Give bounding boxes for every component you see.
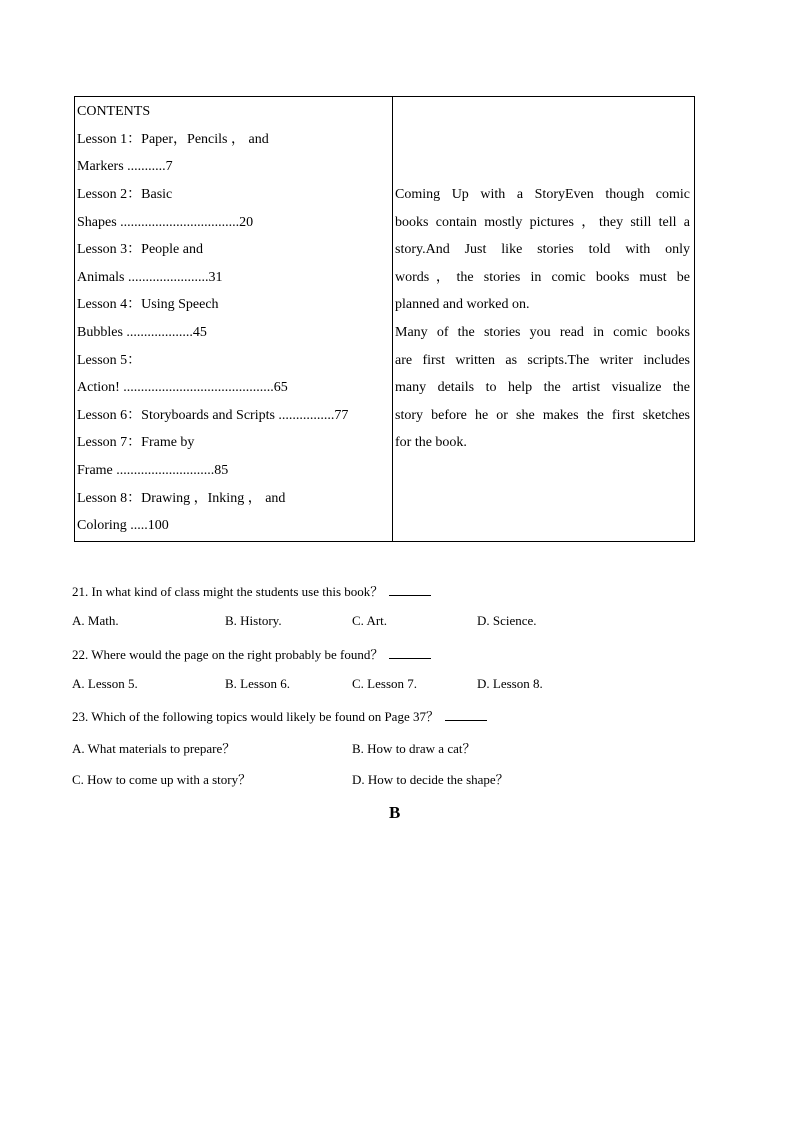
question-23 (72, 706, 487, 725)
question-21-stem: 21. In what kind of class might the students use this book？ (72, 584, 384, 599)
lesson-1-line2: Markers ...........7 (77, 159, 173, 175)
answer-blank-23[interactable] (445, 708, 487, 721)
lesson-8-line1: Lesson 8：Drawing ，Inking ， and (77, 490, 286, 506)
lesson-2-line1: Lesson 2：Basic (77, 187, 173, 203)
answer-blank-22[interactable] (389, 646, 431, 659)
lesson-7-line1: Lesson 7：Frame by (77, 435, 195, 451)
lesson-8-line2: Coloring .....100 (77, 518, 169, 534)
passage-line: story.And Just like stories told with only (395, 242, 690, 258)
q22-option-d: D. Lesson 8. (477, 676, 543, 691)
section-label: B (389, 803, 401, 822)
q21-option-b: B. History. (225, 613, 282, 628)
question-21 (72, 581, 431, 600)
contents-cell (75, 97, 393, 542)
contents-table (74, 96, 695, 542)
lesson-5-line2: Action! ...........................................65 (77, 380, 288, 396)
passage-line: books contain mostly pictures ，they still tell a (395, 214, 690, 230)
lesson-4-line2: Bubbles ...................45 (77, 325, 207, 340)
question-22 (72, 644, 431, 663)
answer-blank-21[interactable] (389, 583, 431, 596)
passage-cell (393, 97, 695, 542)
q23-option-c: C. How to come up with a story？ (72, 772, 252, 787)
lesson-3-line2: Animals .......................31 (77, 269, 223, 285)
contents-heading: CONTENTS (77, 104, 151, 120)
passage-line: planned and worked on. (395, 297, 530, 313)
q22-option-a: A. Lesson 5. (72, 676, 138, 691)
q22-option-b: B. Lesson 6. (225, 676, 290, 691)
q21-option-c: C. Art. (352, 613, 388, 628)
passage-line: for the book. (395, 435, 467, 451)
q21-option-a: A. Math. (72, 613, 119, 628)
passage-line: words，the stories in comic books must be (395, 269, 690, 285)
q21-option-d: D. Science. (477, 613, 537, 628)
q23-option-a: A. What materials to prepare？ (72, 741, 236, 756)
question-23-stem: 23. Which of the following topics would likely be found on Page 37？ (72, 709, 439, 724)
passage-line: many details to help the artist visualize the (395, 380, 690, 396)
passage-line: are first written as scripts.The writer includes (395, 352, 690, 368)
q23-option-b: B. How to draw a cat？ (352, 741, 476, 756)
lesson-2-line2: Shapes ..................................20 (77, 214, 254, 230)
lesson-1-line1: Lesson 1：Paper，Pencils ， and (77, 131, 269, 147)
lesson-6-line1: Lesson 6：Storyboards and Scripts ................77 (77, 407, 349, 423)
q23-option-d: D. How to decide the shape？ (352, 772, 509, 787)
passage-line: Coming Up with a StoryEven though comic (395, 187, 690, 203)
lesson-4-line1: Lesson 4：Using Speech (77, 297, 219, 313)
lesson-7-line2: Frame ............................85 (77, 462, 229, 478)
passage-line: Many of the stories you read in comic books (395, 325, 690, 340)
lesson-3-line1: Lesson 3：People and (77, 242, 203, 258)
q22-option-c: C. Lesson 7. (352, 676, 417, 691)
question-22-stem: 22. Where would the page on the right probably be found？ (72, 647, 384, 662)
lesson-5-line1: Lesson 5： (77, 352, 142, 368)
passage-line: story before he or she makes the first sketches (395, 407, 690, 423)
